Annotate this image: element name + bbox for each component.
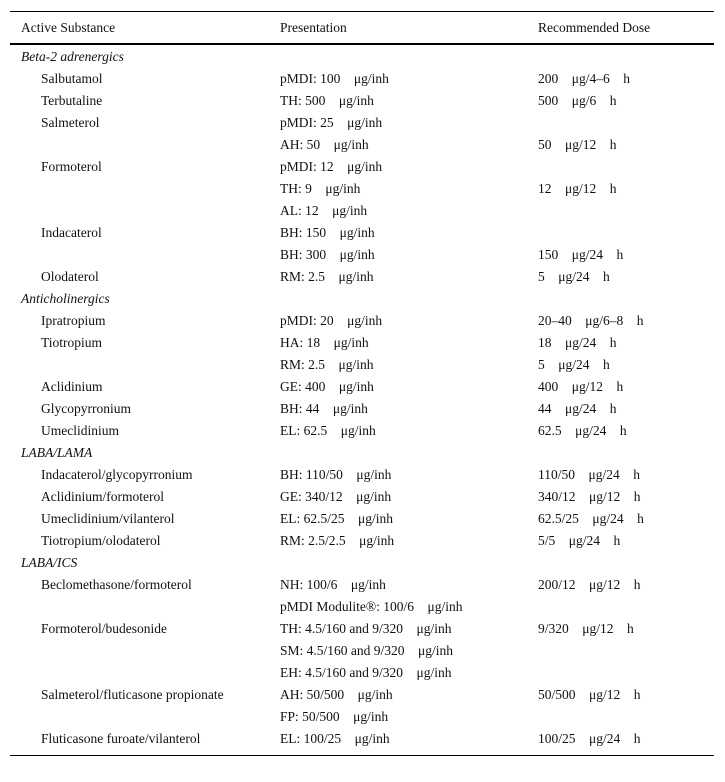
presentation-cell: pMDI: 12 μg/inh (280, 159, 383, 174)
dose-cell: 500 μg/6 h (538, 93, 617, 108)
table-row (10, 68, 714, 90)
substance-cell: Glycopyrronium (41, 401, 131, 416)
table-row (10, 178, 714, 200)
substance-cell (10, 134, 280, 156)
table-row (10, 266, 714, 288)
table-row (10, 332, 714, 354)
presentation-cell: AH: 50 μg/inh (280, 137, 369, 152)
presentation-cell: pMDI: 20 μg/inh (280, 313, 383, 328)
table-row (10, 508, 714, 530)
table-row (10, 420, 714, 442)
dose-cell: 200 μg/4–6 h (538, 71, 630, 86)
table-row (10, 706, 714, 728)
dose-cell (538, 706, 714, 728)
substance-cell: Olodaterol (41, 269, 99, 284)
substance-cell: Indacaterol (41, 225, 102, 240)
table-header (10, 12, 714, 45)
substance-cell (10, 640, 280, 662)
presentation-cell: TH: 9 μg/inh (280, 181, 361, 196)
substance-cell: Formoterol (41, 159, 102, 174)
presentation-cell: RM: 2.5 μg/inh (280, 357, 374, 372)
presentation-cell: TH: 500 μg/inh (280, 93, 374, 108)
table-row (10, 640, 714, 662)
dose-cell: 44 μg/24 h (538, 401, 617, 416)
dose-cell: 12 μg/12 h (538, 181, 617, 196)
dose-cell (538, 596, 714, 618)
presentation-cell: HA: 18 μg/inh (280, 335, 369, 350)
substance-cell (10, 596, 280, 618)
dose-cell: 62.5/25 μg/24 h (538, 511, 644, 526)
dose-cell: 50/500 μg/12 h (538, 687, 641, 702)
table-row (10, 90, 714, 112)
substance-cell: Salmeterol/fluticasone propionate (41, 687, 224, 702)
section-label: LABA/LAMA (21, 445, 93, 460)
table-row (10, 618, 714, 640)
presentation-cell: GE: 400 μg/inh (280, 379, 374, 394)
presentation-cell: TH: 4.5/160 and 9/320 μg/inh (280, 621, 452, 636)
substance-cell: Formoterol/budesonide (41, 621, 167, 636)
substance-cell: Aclidinium/formoterol (41, 489, 164, 504)
dose-cell: 5/5 μg/24 h (538, 533, 621, 548)
dose-cell: 62.5 μg/24 h (538, 423, 627, 438)
dose-cell: 18 μg/24 h (538, 335, 617, 350)
dose-cell: 340/12 μg/12 h (538, 489, 641, 504)
substance-cell (10, 706, 280, 728)
dose-cell (538, 112, 714, 134)
presentation-cell: RM: 2.5/2.5 μg/inh (280, 533, 395, 548)
presentation-cell: SM: 4.5/160 and 9/320 μg/inh (280, 643, 453, 658)
header-presentation: Presentation (280, 20, 347, 35)
presentation-cell: EH: 4.5/160 and 9/320 μg/inh (280, 665, 452, 680)
presentation-cell: BH: 150 μg/inh (280, 225, 375, 240)
table-row (10, 354, 714, 376)
dose-cell: 5 μg/24 h (538, 357, 610, 372)
table-row (10, 156, 714, 178)
presentation-cell: pMDI: 100 μg/inh (280, 71, 389, 86)
substance-cell: Indacaterol/glycopyrronium (41, 467, 193, 482)
table-row (10, 112, 714, 134)
dose-cell: 50 μg/12 h (538, 137, 617, 152)
presentation-cell: FP: 50/500 μg/inh (280, 709, 389, 724)
dose-table (10, 11, 714, 756)
substance-cell: Terbutaline (41, 93, 103, 108)
substance-cell: Tiotropium (41, 335, 103, 350)
dose-cell (538, 222, 714, 244)
section-row (10, 46, 714, 68)
section-label: Beta-2 adrenergics (21, 49, 124, 64)
substance-cell: Ipratropium (41, 313, 106, 328)
substance-cell: Aclidinium (41, 379, 103, 394)
table-row (10, 398, 714, 420)
dose-cell: 5 μg/24 h (538, 269, 610, 284)
table-row (10, 530, 714, 552)
presentation-cell: EL: 62.5/25 μg/inh (280, 511, 393, 526)
presentation-cell: GE: 340/12 μg/inh (280, 489, 392, 504)
substance-cell: Tiotropium/olodaterol (41, 533, 161, 548)
table-row (10, 244, 714, 266)
table-row (10, 684, 714, 706)
section-row (10, 288, 714, 310)
dose-cell: 200/12 μg/12 h (538, 577, 641, 592)
dose-cell (538, 200, 714, 222)
presentation-cell: NH: 100/6 μg/inh (280, 577, 386, 592)
dose-cell: 110/50 μg/24 h (538, 467, 640, 482)
table-row (10, 662, 714, 684)
table-row (10, 574, 714, 596)
substance-cell: Umeclidinium/vilanterol (41, 511, 175, 526)
presentation-cell: pMDI: 25 μg/inh (280, 115, 383, 130)
substance-cell (10, 244, 280, 266)
dose-cell: 400 μg/12 h (538, 379, 624, 394)
substance-cell (10, 354, 280, 376)
table-row (10, 200, 714, 222)
substance-cell: Beclomethasone/formoterol (41, 577, 192, 592)
table-row (10, 464, 714, 486)
dose-cell: 100/25 μg/24 h (538, 731, 641, 746)
section-row (10, 552, 714, 574)
section-row (10, 442, 714, 464)
header-active-substance: Active Substance (21, 20, 116, 35)
substance-cell: Salbutamol (41, 71, 103, 86)
table-row (10, 728, 714, 750)
substance-cell: Salmeterol (41, 115, 100, 130)
substance-cell (10, 178, 280, 200)
presentation-cell: AL: 12 μg/inh (280, 203, 368, 218)
substance-cell (10, 200, 280, 222)
presentation-cell: pMDI Modulite®: 100/6 μg/inh (280, 599, 463, 614)
dose-cell: 150 μg/24 h (538, 247, 624, 262)
substance-cell (10, 662, 280, 684)
header-recommended-dose: Recommended Dose (538, 20, 651, 35)
section-label: Anticholinergics (21, 291, 110, 306)
presentation-cell: BH: 110/50 μg/inh (280, 467, 392, 482)
table-row (10, 222, 714, 244)
presentation-cell: BH: 300 μg/inh (280, 247, 375, 262)
presentation-cell: EL: 100/25 μg/inh (280, 731, 390, 746)
presentation-cell: AH: 50/500 μg/inh (280, 687, 393, 702)
substance-cell: Umeclidinium (41, 423, 119, 438)
table-body (10, 46, 714, 750)
presentation-cell: EL: 62.5 μg/inh (280, 423, 376, 438)
substance-cell: Fluticasone furoate/vilanterol (41, 731, 201, 746)
presentation-cell: BH: 44 μg/inh (280, 401, 368, 416)
dose-cell: 20–40 μg/6–8 h (538, 313, 644, 328)
dose-cell (538, 156, 714, 178)
table-row (10, 376, 714, 398)
table-row (10, 310, 714, 332)
dose-cell: 9/320 μg/12 h (538, 621, 634, 636)
table-row (10, 596, 714, 618)
section-label: LABA/ICS (21, 555, 78, 570)
dose-cell (538, 662, 714, 684)
table-row (10, 486, 714, 508)
presentation-cell: RM: 2.5 μg/inh (280, 269, 374, 284)
table-row (10, 134, 714, 156)
dose-cell (538, 640, 714, 662)
